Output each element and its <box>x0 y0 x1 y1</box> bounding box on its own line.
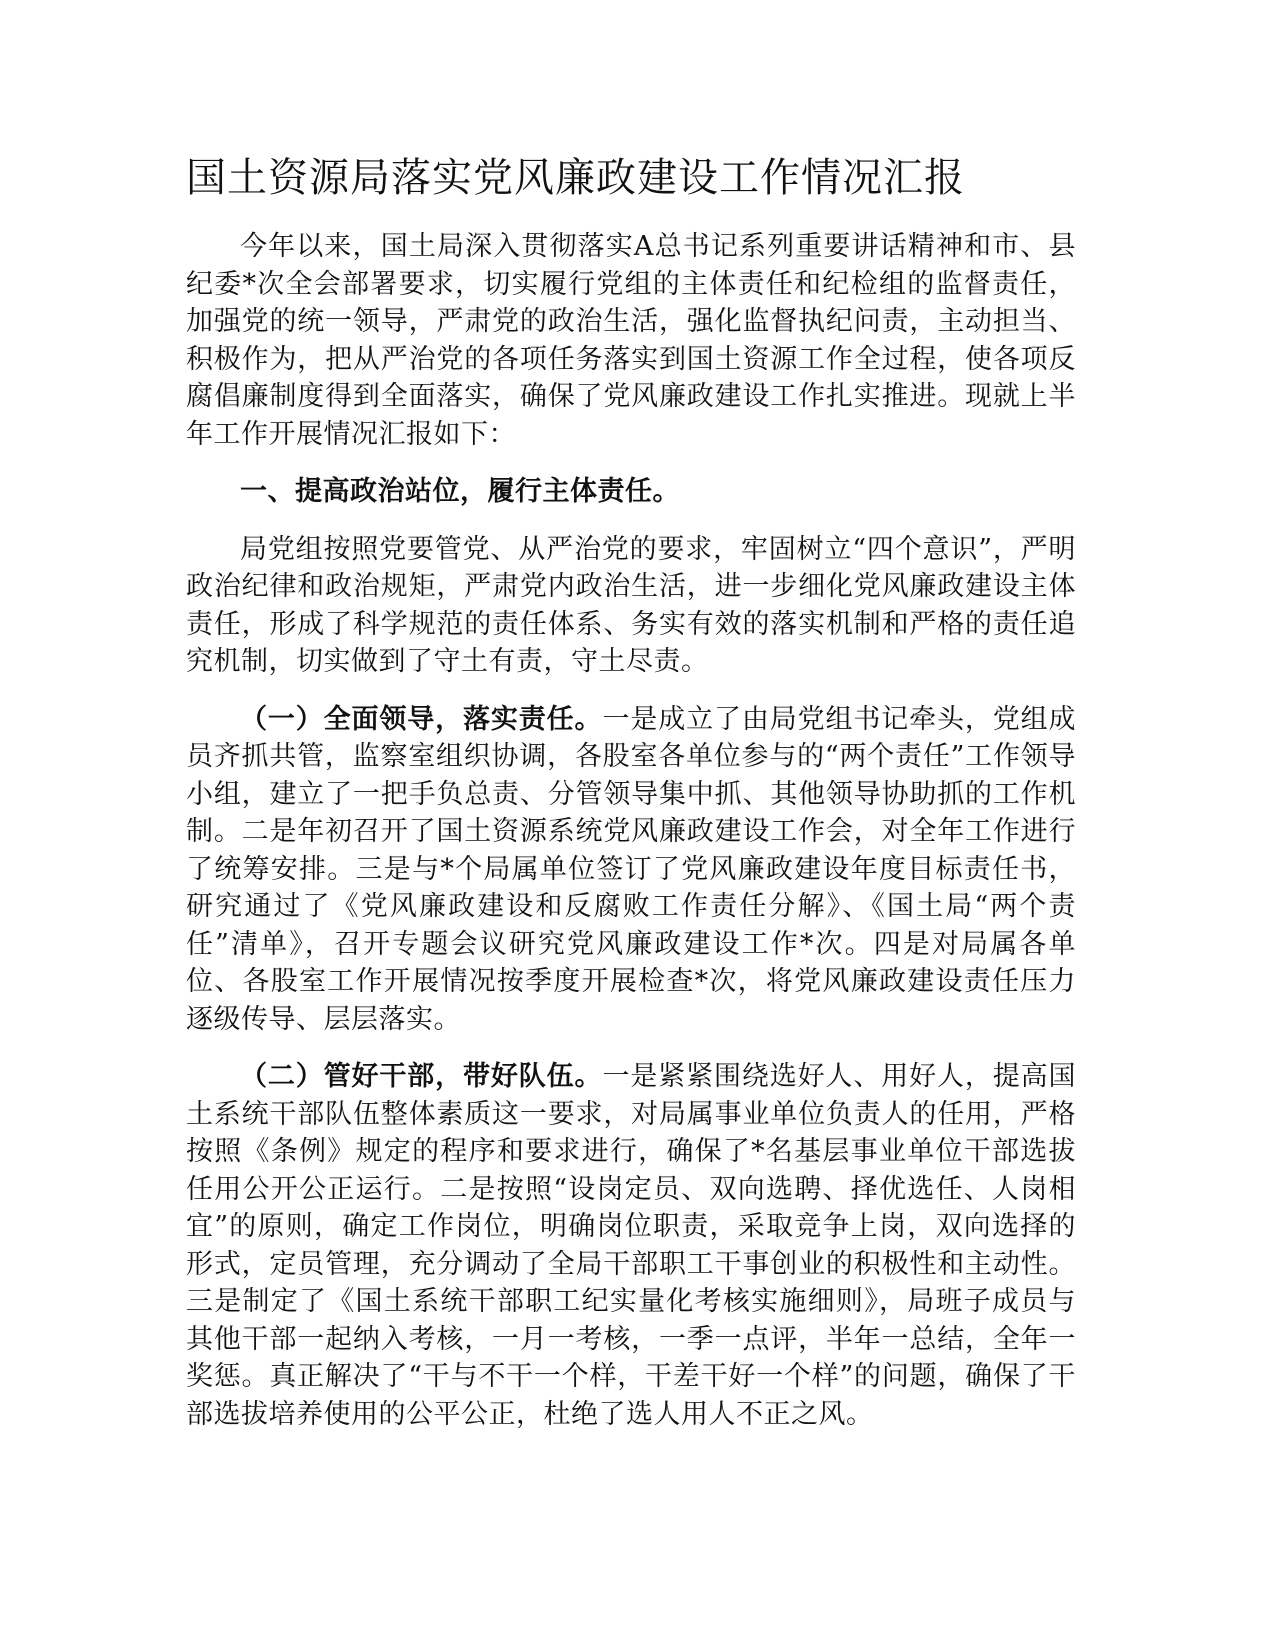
subsection-1-body: 一是成立了由局党组书记牵头，党组成员齐抓共管，监察室组织协调，各股室各单位参与的“两个责任”工作领导小组，建立了一把手负总责、分管领导集中抓、其他领导协助抓的工作机制。二是年初召开了国土资源系统党风廉政建设工作会，对全年工作进行了统筹安排。三是与*个局属单位签订了党风廉政建设年度目标责任书，研究通过了《党风廉政建设和反腐败工作责任分解》、《国土局“两个责任”清单》，召开专题会议研究党风廉政建设工作*次。四是对局属各单位、各股室工作开展情况按季度开展检查*次，将党风廉政建设责任压力逐级传导、层层落实。 <box>186 703 1077 1035</box>
subsection-2-paragraph <box>186 1058 1076 1433</box>
document-title: 国土资源局落实党风廉政建设工作情况汇报 <box>186 155 965 201</box>
section-1-paragraph: 局党组按照党要管党、从严治党的要求，牢固树立“四个意识”，严明政治纪律和政治规矩，严肃党内政治生活，进一步细化党风廉政建设主体责任，形成了科学规范的责任体系、务实有效的落实机制和严格的责任追究机制，切实做到了守土有责，守土尽责。 <box>186 533 1076 677</box>
subsection-1-paragraph <box>186 701 1076 1039</box>
subsection-2-heading: （二）管好干部，带好队伍。 <box>240 1061 603 1092</box>
section-heading-1: 一、提高政治站位，履行主体责任。 <box>240 476 680 507</box>
subsection-1-heading: （一）全面领导，落实责任。 <box>240 703 603 735</box>
subsection-2-body: 一是紧紧围绕选好人、用好人，提高国土系统干部队伍整体素质这一要求，对局属事业单位负责人的任用，严格按照《条例》规定的程序和要求进行，确保了*名基层事业单位干部选拔任用公开公正运行。二是按照“设岗定员、双向选聘、择优选任、人岗相宜”的原则，确定工作岗位，明确岗位职责，采取竞争上岗，双向选择的形式，定员管理，充分调动了全局干部职工干事创业的积极性和主动性。三是制定了《国土系统干部职工纪实量化考核实施细则》，局班子成员与其他干部一起纳入考核，一月一考核，一季一点评，半年一总结，全年一奖惩。真正解决了“干与不干一个样，干差干好一个样”的问题，确保了干部选拔培养使用的公平公正，杜绝了选人用人不正之风。 <box>186 1061 1077 1430</box>
document-page <box>186 150 1076 1433</box>
intro-paragraph: 今年以来，国土局深入贯彻落实A总书记系列重要讲话精神和市、县纪委*次全会部署要求，切实履行党组的主体责任和纪检组的监督责任，加强党的统一领导，严肃党的政治生活，强化监督执纪问责，主动担当、积极作为，把从严治党的各项任务落实到国土资源工作全过程，使各项反腐倡廉制度得到全面落实，确保了党风廉政建设工作扎实推进。现就上半年工作开展情况汇报如下： <box>186 231 1076 450</box>
